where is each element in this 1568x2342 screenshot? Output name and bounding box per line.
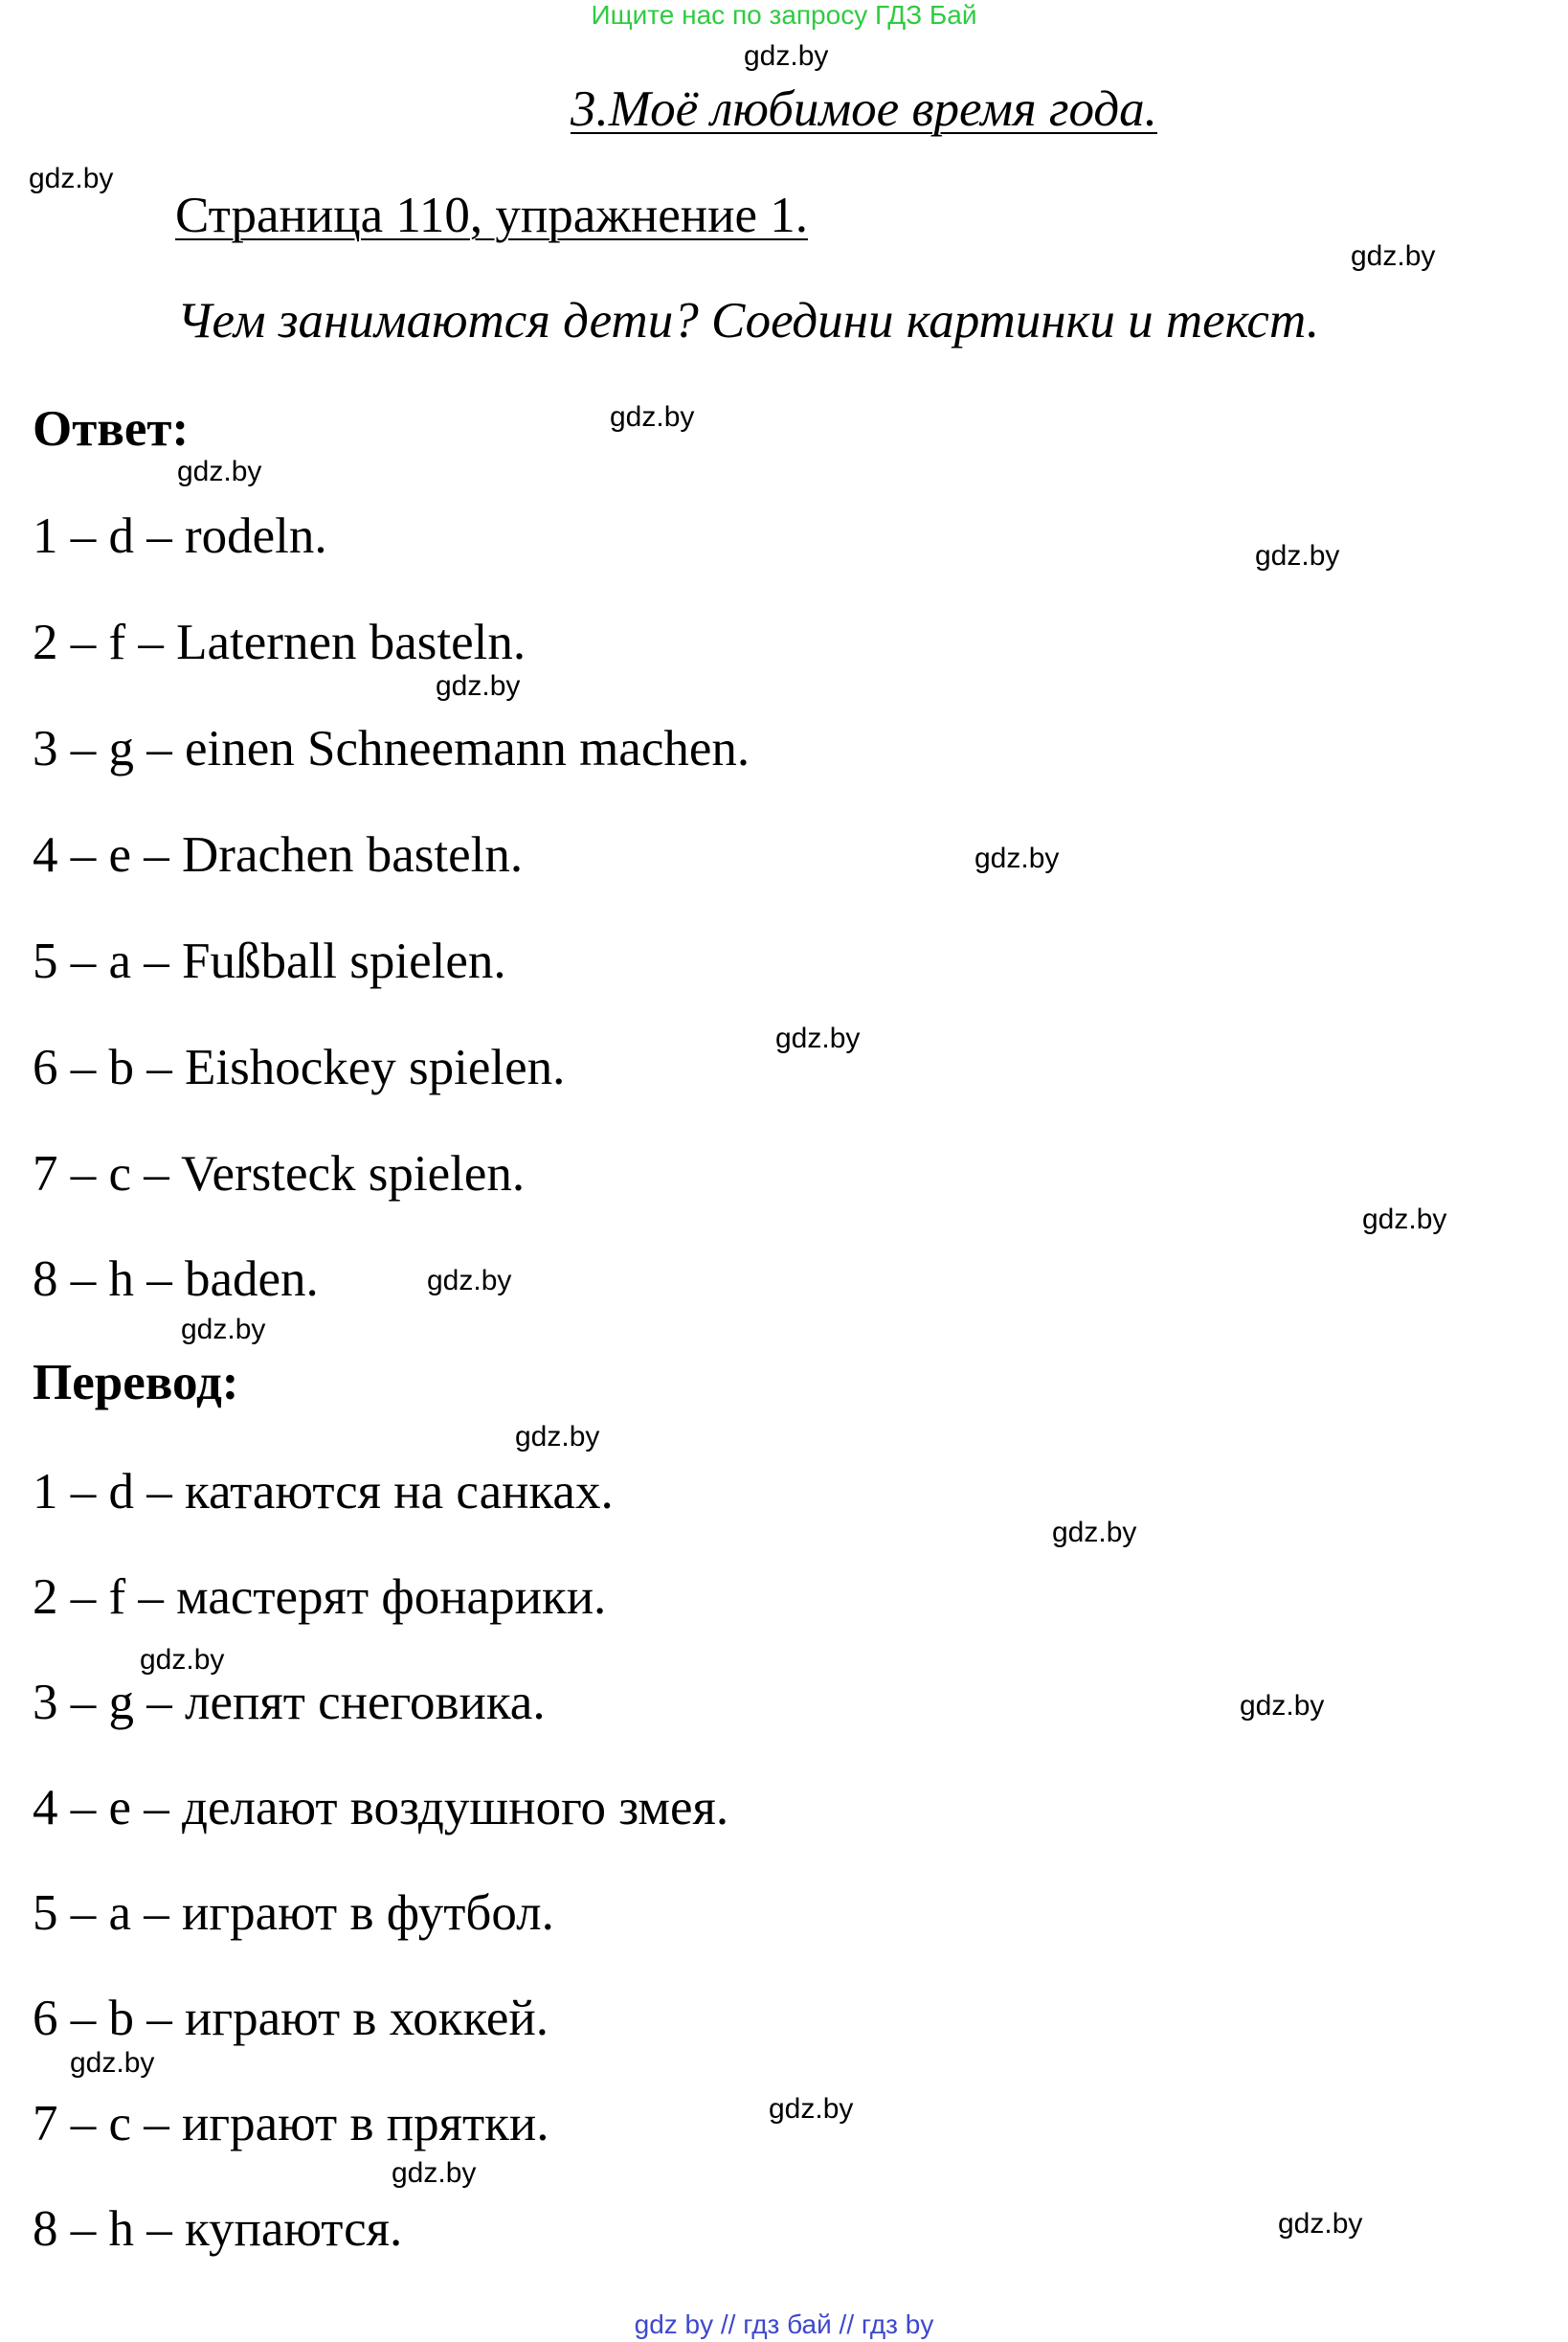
- translation-label: Перевод:: [33, 1355, 239, 1410]
- answer-line-1: 1 – d – rodeln.: [33, 508, 327, 564]
- watermark: gdz.by: [610, 401, 695, 433]
- watermark: gdz.by: [974, 843, 1060, 874]
- translation-line-6: 6 – b – играют в хоккей.: [33, 1991, 549, 2046]
- translation-line-2: 2 – f – мастерят фонарики.: [33, 1569, 607, 1625]
- watermark: gdz.by: [29, 163, 114, 194]
- translation-line-8: 8 – h – купаются.: [33, 2201, 403, 2257]
- watermark: gdz.by: [1052, 1517, 1137, 1548]
- watermark: gdz.by: [744, 40, 829, 72]
- answer-line-5: 5 – a – Fußball spielen.: [33, 934, 506, 989]
- watermark: gdz.by: [775, 1023, 861, 1054]
- answer-line-7: 7 – c – Versteck spielen.: [33, 1146, 526, 1202]
- watermark: gdz.by: [392, 2157, 477, 2189]
- watermark: gdz.by: [427, 1265, 512, 1296]
- answer-line-6: 6 – b – Eishockey spielen.: [33, 1040, 566, 1095]
- watermark: gdz.by: [436, 670, 521, 702]
- task-instruction: Чем занимаются дети? Соедини картинки и текст.: [177, 293, 1320, 349]
- watermark: gdz.by: [1351, 240, 1436, 272]
- watermark: gdz.by: [1255, 540, 1340, 572]
- answer-line-4: 4 – e – Drachen basteln.: [33, 827, 524, 883]
- translation-line-5: 5 – a – играют в футбол.: [33, 1885, 554, 1941]
- watermark: gdz.by: [70, 2047, 155, 2079]
- watermark: gdz.by: [1362, 1204, 1447, 1235]
- watermark: gdz.by: [1240, 1690, 1325, 1722]
- top-banner-link[interactable]: Ищите нас по запросу ГДЗ Бай: [591, 0, 977, 30]
- answer-line-8: 8 – h – baden.: [33, 1251, 319, 1307]
- translation-line-4: 4 – e – делают воздушного змея.: [33, 1780, 729, 1835]
- answer-line-2: 2 – f – Laternen basteln.: [33, 615, 526, 670]
- answer-label: Ответ:: [33, 401, 190, 457]
- page-heading: Страница 110, упражнение 1.: [175, 188, 809, 243]
- watermark: gdz.by: [769, 2093, 854, 2125]
- watermark: gdz.by: [177, 456, 262, 487]
- watermark: gdz.by: [515, 1421, 600, 1452]
- watermark: gdz.by: [181, 1314, 266, 1345]
- answer-line-3: 3 – g – einen Schneemann machen.: [33, 721, 750, 777]
- footer-links[interactable]: gdz by // гдз бай // гдз by: [634, 2309, 934, 2339]
- watermark: gdz.by: [1278, 2208, 1363, 2240]
- translation-line-3: 3 – g – лепят снеговика.: [33, 1675, 546, 1730]
- watermark: gdz.by: [140, 1644, 225, 1676]
- translation-line-7: 7 – c – играют в прятки.: [33, 2096, 549, 2151]
- translation-line-1: 1 – d – катаются на санках.: [33, 1464, 614, 1520]
- chapter-title: 3.Моё любимое время года.: [571, 81, 1157, 137]
